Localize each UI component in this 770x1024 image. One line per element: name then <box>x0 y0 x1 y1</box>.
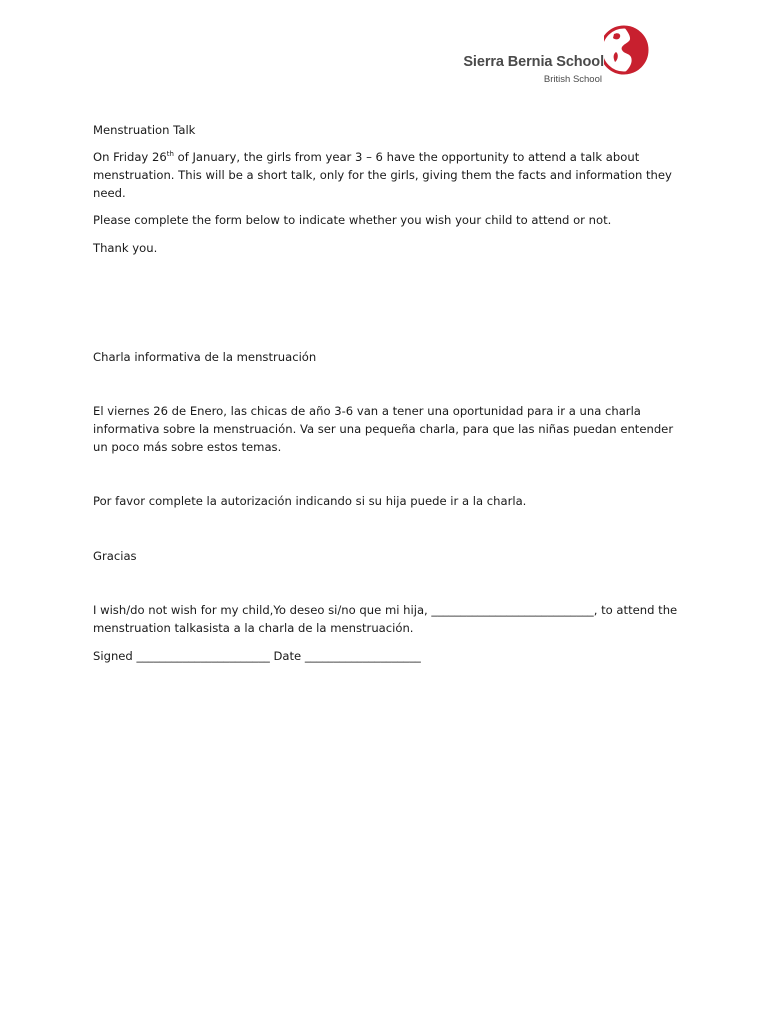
globe-icon <box>604 18 652 82</box>
english-title: Menstruation Talk <box>93 123 196 137</box>
spanish-paragraph-1: El viernes 26 de Enero, las chicas de año 3-6 van a tener una oportunidad para ir a una charla informativa sobre la menstruación. Va ser una pequeña charla, para que las niñas puedan entender un poco más sobre estos temas. <box>93 404 674 454</box>
english-thanks: Thank you. <box>93 241 158 255</box>
english-paragraph-2: Please complete the form below to indicate whether you wish your child to attend or not. <box>93 213 612 227</box>
english-paragraph-1: On Friday 26th of January, the girls from year 3 – 6 have the opportunity to attend a talk about menstruation. This will be a short talk, only for the girls, giving them the facts and information they need. <box>93 150 672 200</box>
signature-line: Signed _______________________ Date ____________________ <box>93 649 421 663</box>
consent-line: I wish/do not wish for my child,Yo deseo si/no que mi hija, ____________________________, to attend the menstruation talkasista a la charla de la menstruación. <box>93 603 678 635</box>
spanish-paragraph-2: Por favor complete la autorización indicando si su hija puede ir a la charla. <box>93 494 527 508</box>
spanish-thanks: Gracias <box>93 549 137 563</box>
school-name: Sierra Bernia School <box>463 54 604 70</box>
spanish-title: Charla informativa de la menstruación <box>93 350 317 364</box>
school-logo <box>463 18 652 85</box>
school-subtitle: British School <box>543 74 602 85</box>
